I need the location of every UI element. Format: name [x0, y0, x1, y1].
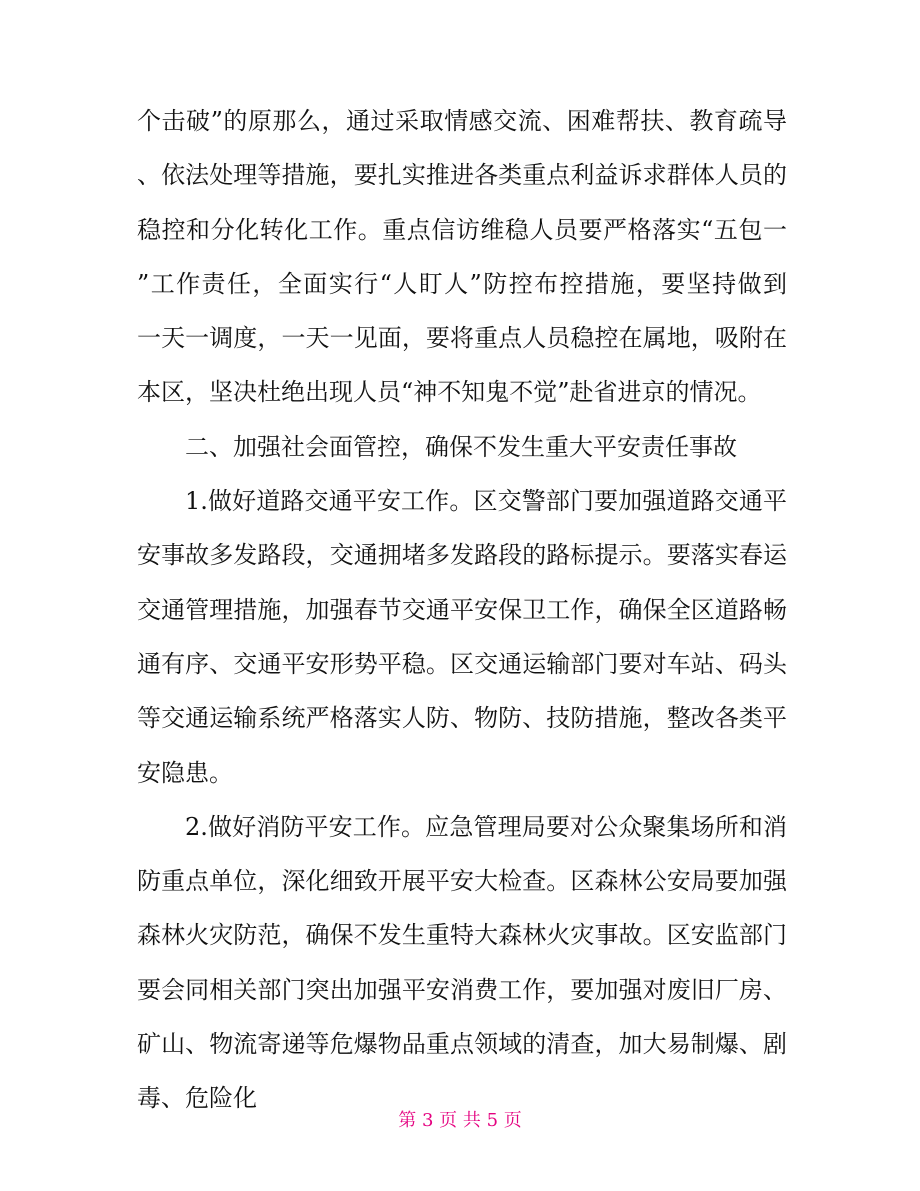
text-line: 森林火灾防范，确保不发生重特大森林火灾事故。区安监部门	[137, 921, 787, 950]
text-line: 矿山、物流寄递等危爆物品重点领域的清查，加大易制爆、剧	[137, 1030, 787, 1059]
text-line: 等交通运输系统严格落实人防、物防、技防措施，整改各类平	[137, 704, 787, 733]
text-line: 本区，坚决杜绝出现人员“神不知鬼不觉”赴省进京的情况。	[137, 378, 762, 407]
paragraph-fire-safety	[137, 807, 787, 1133]
text-line: 通有序、交通平安形势平稳。区交通运输部门要对车站、码头	[137, 649, 787, 678]
document-body	[137, 101, 787, 1133]
text-line: 稳控和分化转化工作。重点信访维稳人员要严格落实“五包一	[137, 215, 787, 244]
text-line: 毒、危险化	[137, 1084, 257, 1113]
text-line: 1.做好道路交通平安工作。区交警部门要加强道路交通平	[185, 487, 787, 516]
text-line: 防重点单位，深化细致开展平安大检查。区森林公安局要加强	[137, 867, 787, 896]
text-line: 要会同相关部门突出加强平安消费工作，要加强对废旧厂房、	[137, 975, 787, 1004]
section-heading	[137, 427, 787, 481]
text-line: 个击破”的原那么，通过采取情感交流、困难帮扶、教育疏导	[137, 107, 787, 135]
text-line: 、依法处理等措施，要扎实推进各类重点利益诉求群体人员的	[137, 161, 787, 190]
text-line: 一天一调度，一天一见面，要将重点人员稳控在属地，吸附在	[137, 324, 787, 353]
text-line: ”工作责任，全面实行“人盯人”防控布控措施，要坚持做到	[137, 269, 787, 298]
paragraph-traffic-safety	[137, 481, 787, 807]
text-line: 安事故多发路段，交通拥堵多发路段的路标提示。要落实春运	[137, 541, 787, 570]
text-line: 交通管理措施，加强春节交通平安保卫工作，确保全区道路畅	[137, 595, 787, 624]
text-line: 2.做好消防平安工作。应急管理局要对公众聚集场所和消	[185, 812, 787, 841]
text-line: 安隐患。	[137, 758, 233, 787]
page-footer: 第 3 页 共 5 页	[398, 1110, 522, 1131]
paragraph-continuation	[137, 101, 787, 427]
text-line: 二、加强社会面管控，确保不发生重大平安责任事故	[185, 432, 737, 461]
